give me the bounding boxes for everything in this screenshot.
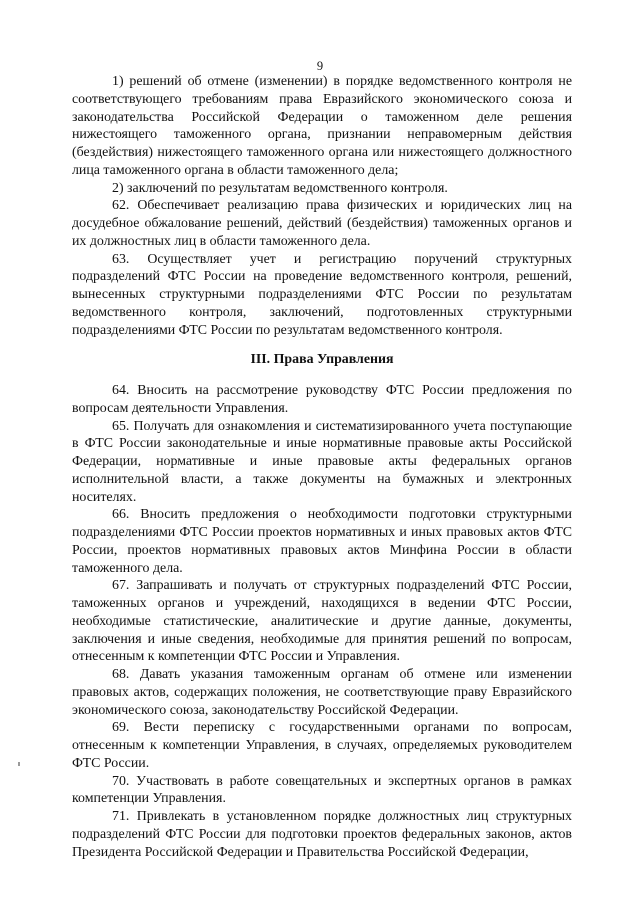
paragraph-item-2: 2) заключений по результатам ведомственного контроля. [112,180,448,196]
scan-margin-mark [18,762,20,766]
paragraph-65: 65. Получать для ознакомления и систематизированного учета поступающие в ФТС России законодательные и иные нормативные правовые акты Российской Федерации, нормативные и иные правовые акты федеральных органов исполнительной власти, а также документы на бумажных и электронных носителях. [72,418,572,505]
paragraph-71: 71. Привлекать в установленном порядке должностных лиц структурных подразделений ФТС России для подготовки проектов федеральных законов, актов Президента Российской Федерации и Правительства Российской Федерации, [72,809,572,860]
paragraph-69: 69. Вести переписку с государственными органами по вопросам, отнесенным к компетенции Управления, в случаях, определяемых руководителем ФТС России. [72,720,572,771]
paragraph-67: 67. Запрашивать и получать от структурных подразделений ФТС России, таможенных органов и учреждений, находящихся в ведении ФТС России, необходимые статистические, аналитические и другие данные, документы, заключения и иные сведения, необходимые для принятия решений по вопросам, отнесенным к компетенции ФТС России и Управления. [72,578,572,665]
paragraph-63: 63. Осуществляет учет и регистрацию поручений структурных подразделений ФТС России на проведение ведомственного контроля, решений, вынесенных структурными подразделениями ФТС России по результатам ведомственного контроля, заключений, подготовленных структурными подразделениями ФТС России по результатам ведомственного контроля. [72,251,572,338]
page-number: 9 [316,59,324,73]
section-heading: III. Права Управления [250,352,394,368]
document-body [72,73,572,861]
paragraph-68: 68. Давать указания таможенным органам об отмене или изменении правовых актов, содержащих положения, не соответствующие праву Евразийского экономического союза, законодательству Российской Федерации. [72,667,572,718]
paragraph-item-1: 1) решений об отмене (изменении) в порядке ведомственного контроля не соответствующего требованиям права Евразийского экономического союза и законодательства Российской Федерации о таможенном деле решения нижестоящего таможенного органа, признании неправомерным действия (бездействия) нижестоящего таможенного органа или нижестоящего должностного лица таможенного органа в области таможенного дела; [72,74,572,178]
paragraph-70: 70. Участвовать в работе совещательных и экспертных органов в рамках компетенции Управления. [72,773,572,807]
paragraph-62: 62. Обеспечивает реализацию права физических и юридических лиц на досудебное обжалование решений, действий (бездействия) таможенных органов и их должностных лиц в области таможенного дела. [72,198,572,249]
paragraph-64: 64. Вносить на рассмотрение руководству ФТС России предложения по вопросам деятельности Управления. [72,383,572,416]
paragraph-66: 66. Вносить предложения о необходимости подготовки структурными подразделениями ФТС России проектов нормативных и иных правовых актов ФТС России, проектов нормативных правовых актов Минфина России в области таможенного дела. [72,507,572,576]
